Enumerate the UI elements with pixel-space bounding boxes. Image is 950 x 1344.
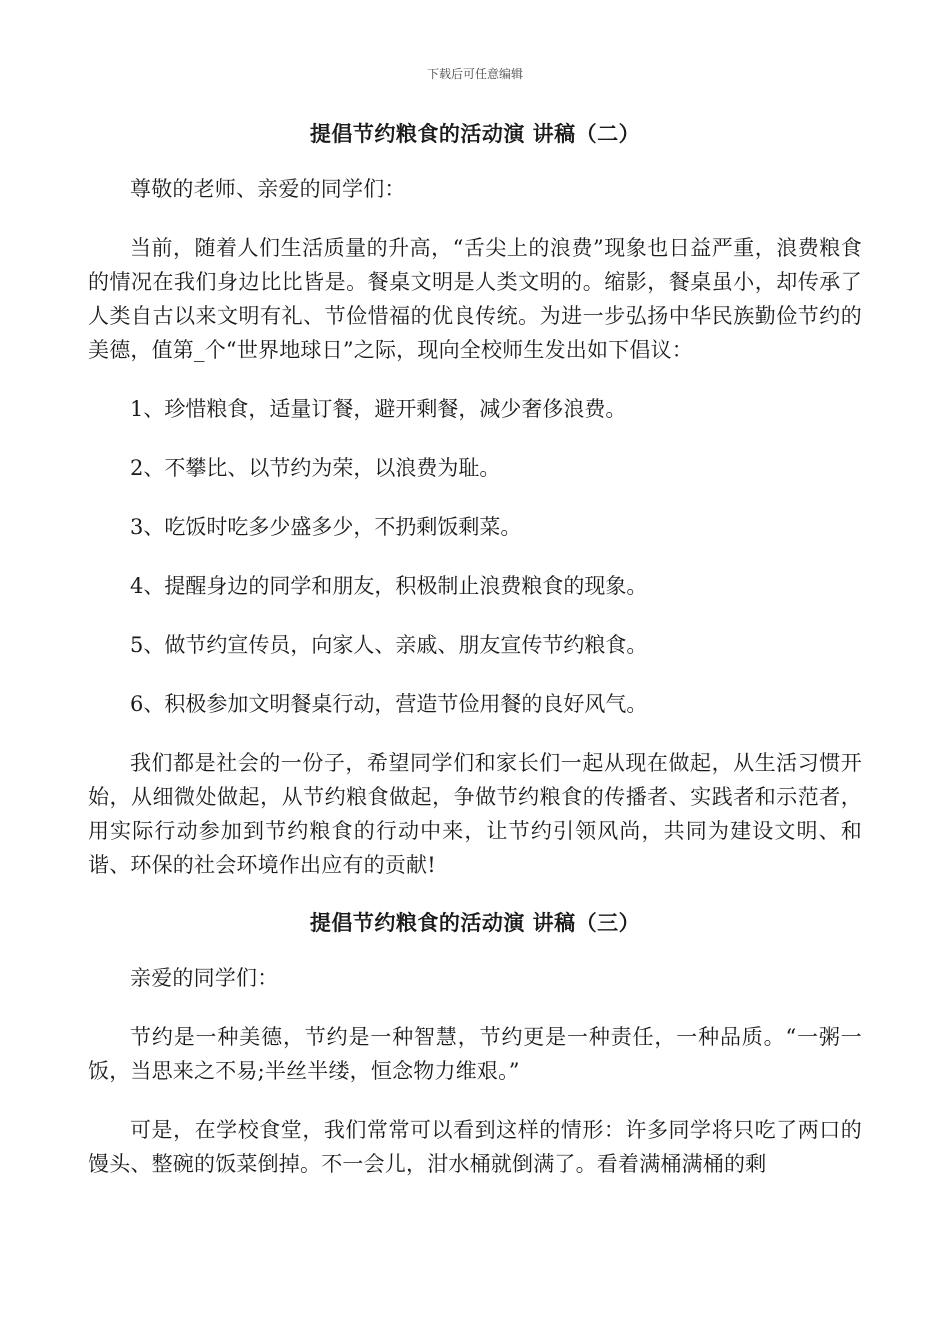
proposal-item-3: 3、吃饭时吃多少盛多少，不扔剩饭剩菜。: [130, 515, 522, 539]
proposal-item-4: 4、提醒身边的同学和朋友，积极制止浪费粮食的现象。: [130, 574, 648, 598]
proposal-item-2: 2、不攀比、以节约为荣，以浪费为耻。: [130, 456, 501, 480]
proposal-item-6: 6、积极参加文明餐桌行动，营造节俭用餐的良好风气。: [130, 692, 648, 716]
section3-paragraph-2: 可是，在学校食堂，我们常常可以看到这样的情形：许多同学将只吃了两口的馒头、整碗的饭菜倒掉。不一会儿，泔水桶就倒满了。看着满桶满桶的剩: [88, 1118, 862, 1176]
closing-paragraph: 我们都是社会的一份子，希望同学们和家长们一起从现在做起，从生活习惯开始，从细微处做起，从节约粮食做起，争做节约粮食的传播者、实践者和示范者，用实际行动参加到节约粮食的行动中来，让节约引领风尚，共同为建设文明、和谐、环保的社会环境作出应有的贡献!: [88, 751, 862, 877]
header-note: 下载后可任意编辑: [426, 67, 523, 81]
document-body: [88, 118, 862, 1206]
proposal-item-5: 5、做节约宣传员，向家人、亲戚、朋友宣传节约粮食。: [130, 633, 648, 657]
intro-paragraph: 当前，随着人们生活质量的升高，“舌尖上的浪费”现象也日益严重，浪费粮食的情况在我们身边比比皆是。餐桌文明是人类文明的。缩影，餐桌虽小，却传承了人类自古以来文明有礼、节俭惜福的优良传统。为进一步弘扬中华民族勤俭节约的美德，值第_个“世界地球日”之际，现向全校师生发出如下倡议：: [88, 236, 862, 362]
section-title-2: 提倡节约粮食的活动演 讲稿（二）: [309, 121, 641, 146]
section3-paragraph-1: 节约是一种美德，节约是一种智慧，节约更是一种责任，一种品质。“一粥一饭，当思来之不易;半丝半缕，恒念物力维艰。”: [88, 1025, 862, 1083]
greeting-3: 亲爱的同学们：: [130, 966, 279, 990]
greeting-2: 尊敬的老师、亲爱的同学们：: [130, 177, 406, 201]
proposal-item-1: 1、珍惜粮食，适量订餐，避开剩餐，减少奢侈浪费。: [130, 397, 627, 421]
section-title-3: 提倡节约粮食的活动演 讲稿（三）: [309, 910, 641, 935]
